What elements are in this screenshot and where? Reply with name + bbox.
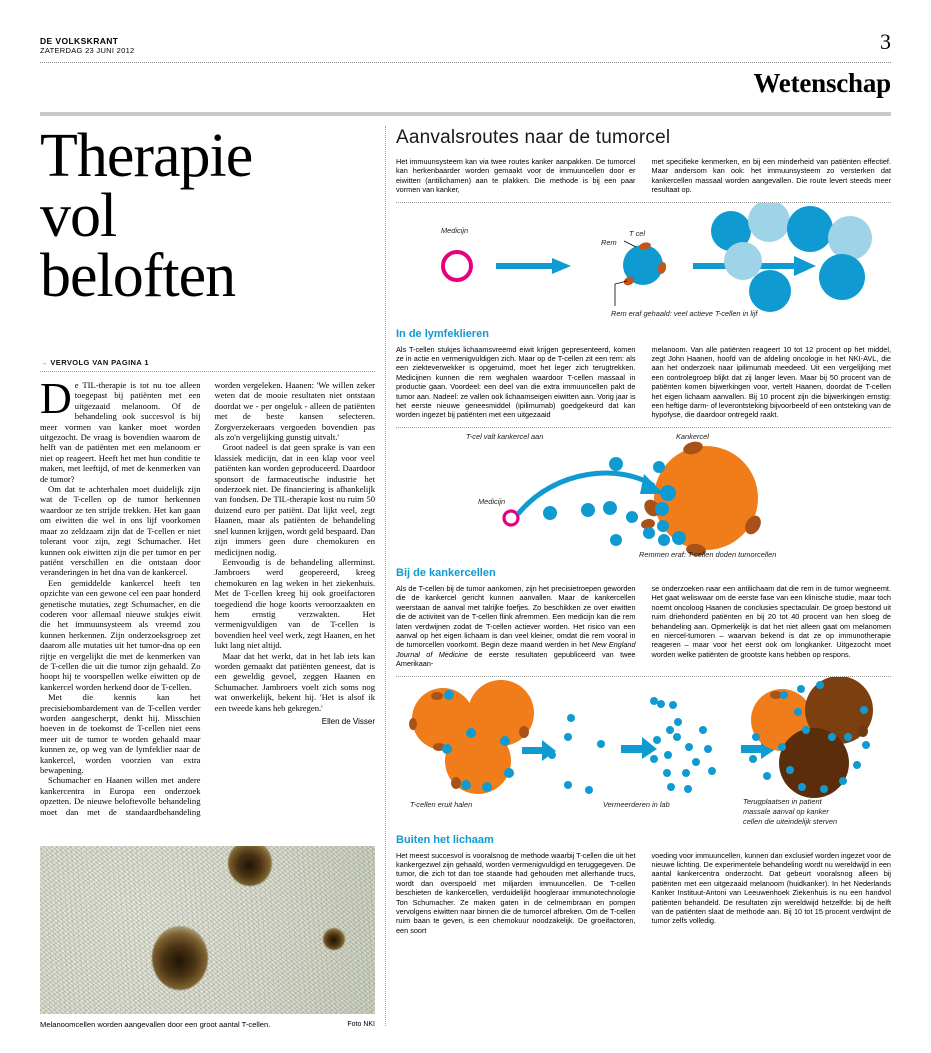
leader-line bbox=[624, 241, 636, 247]
section3-right: voeding voor immuuncellen, kunnen dan exclusief worden ingezet voor de nieuwe lichting. De experimentele behandeling wordt nu wereldwijd in een aantal kankercentra onderzocht. Dat gebeurt vooralsnog alleen bij patiënten met een uitgezaaid melanoom (huidkanker). In het Nederlands Kanker Instituut-Antoni van Leeuwenhoek Ziekenhuis is nu een handvol patiënten behandeld. De resultaten zijn wereldwijd hetzelfde: bij de helft van de patiënten slaat de methode aan. Bij 10 tot 15 procent verdwijnt de tumor zelfs volledig. bbox=[651, 850, 891, 926]
t-cell-dot bbox=[655, 502, 669, 516]
label-step-3-line-2: massale aanval op kanker bbox=[743, 806, 829, 816]
photo-grain-texture bbox=[40, 846, 375, 1014]
infographic bbox=[396, 126, 891, 935]
t-cell-dot bbox=[567, 714, 575, 722]
article-paragraph: Eenvoudig is de behandeling allerminst. Jambroers werd geopereerd, kreeg chemokuren en lag weken in het ziekenhuis. Met de T-cellen kreeg hij ook groeifactoren toegediend die hoge koorts veroorzaakten en hem ernstig verzwakten. Het vermenigvuldigen van de T-cellen is bovendien heel veel werk, zegt Haanen, en het lukt lang niet altijd. bbox=[214, 556, 375, 651]
t-cell-dot bbox=[650, 697, 658, 705]
intro-column-right: met specifieke kenmerken, en bij een minderheid van patiënten effectief. Maar andersom kan ook: het immuunsysteem zo versterken dat kankercellen massaal worden aangevallen. Die route levert steeds meer resultaat op. bbox=[651, 157, 891, 195]
t-cell-dot bbox=[794, 708, 802, 716]
label-kankercel: Kankercel bbox=[676, 431, 709, 441]
t-cell-dot bbox=[673, 733, 681, 741]
publication-date: ZATERDAG 23 JUNI 2012 bbox=[40, 46, 135, 55]
section2-journal-name: New England Journal of Medicine bbox=[396, 640, 636, 659]
t-cell-dot bbox=[664, 751, 672, 759]
page-number: 3 bbox=[880, 29, 891, 54]
t-cell-dot bbox=[597, 740, 605, 748]
t-cell-dot bbox=[504, 768, 514, 778]
t-cell-icon bbox=[748, 203, 790, 242]
masthead bbox=[40, 29, 891, 56]
t-cell-dot bbox=[839, 777, 847, 785]
receptor-icon bbox=[431, 692, 443, 700]
masthead-rule bbox=[40, 62, 891, 63]
arrow-right-icon bbox=[621, 737, 657, 759]
label-step-2: Vermeerderen in lab bbox=[603, 799, 670, 809]
cell-cluster bbox=[152, 926, 208, 990]
t-cell-dot bbox=[466, 728, 476, 738]
t-cell-dot bbox=[548, 751, 556, 759]
article-paragraph: Groot nadeel is dat geen sprake is van een klassiek medicijn, dat in een klap voor veel patiënten kan worden geproduceerd. Daardoor sponsort de farmaceutische industrie het onderzoek niet. De financiering is afhankelijk van fondsen. De TIL-therapie kost nu ruim 50 duizend euro per patiënt. Dat lijkt veel, zegt Haanen, maar als patiënten de behandeling snel kunnen krijgen, wordt geld bespaard. Dan zijn immers geen dure chemokuren en medicijnen nodig. bbox=[214, 442, 375, 557]
t-cell-dot bbox=[500, 736, 510, 746]
article-paragraph: Een gemiddelde kankercel heeft ten opzichte van een gewone cel een paar honderd genetische mutaties, zegt Schumacher, en die coderen voor allemaal nieuwe stukjes eiwit die het immuunsysteem als vreemd zou kunnen herkennen. Zijn onderzoeksgroep zet daarom alle mutaties uit het tumor-dna op een rijtje en vergelijkt die met de kenmerken van de T-cellen die uit die tumor zijn gehaald. Zo hoopt hij te voorspellen welke eiwitten op de kankercel worden herkend door de T-cellen. bbox=[40, 577, 201, 692]
t-cell-dot bbox=[564, 781, 572, 789]
jump-line bbox=[40, 358, 375, 367]
t-cell-dot bbox=[704, 745, 712, 753]
t-cell-dot bbox=[585, 786, 593, 794]
t-cell-dot bbox=[581, 503, 595, 517]
t-cell-dot bbox=[626, 511, 638, 523]
t-cell-dot bbox=[442, 744, 452, 754]
t-cell-dot bbox=[798, 783, 806, 791]
label-rem: Rem bbox=[601, 237, 617, 247]
figure-2-svg bbox=[396, 428, 891, 560]
headline-line-1: Therapie bbox=[40, 122, 253, 190]
section3-left: Het meest succesvol is vooralsnog de methode waarbij T-cellen die uit het kankergezwel zijn gehaald, worden vermenigvuldigd en teruggegeven. De tumor, die zich tot dan toe staande had gehouden met allerhande trucs, wordt dan overspoeld met miljarden immuuncellen. De T-cellen beschieten de kankercellen, verduidelijkt hoogleraar immunotechnologie Ton Schumacher. Ze maken gaten in de celmembraan en pompen vervolgens eiwitten naar binnen die de tumorcel afbreken. Om de T-cellen ruim baan te geven, is een chemokuur noodzakelijk. De groeifactoren, een soort bbox=[396, 850, 636, 935]
t-cell-dot bbox=[862, 741, 870, 749]
t-cell-dot bbox=[603, 501, 617, 515]
receptor-icon bbox=[451, 777, 461, 789]
article-paragraph: Schumacher en Haanen willen met andere kankercentra in Europa een onderzoek opzetten. De nieuwe beloftevolle behandeling moet dan met de standaardbehandeling worden vergeleken. Haanen: 'We willen zeker weten dat de mooie resultaten niet ontstaan doordat we - per ongeluk - alleen de patiënten met de beste kansen selecteren. Zorgverzekeraars vergoeden bovendien pas als zo'n vergelijking gunstig uitvalt.' bbox=[40, 380, 375, 817]
t-cell-icon bbox=[828, 216, 872, 260]
section2-left bbox=[396, 584, 636, 669]
label-medicijn: Medicijn bbox=[441, 225, 469, 235]
photo-caption bbox=[40, 1020, 375, 1030]
article-paragraph: De TIL-therapie is tot nu toe alleen toegepast bij patiënten met een uitgezaaid melanoom. Of de behandeling ook succesvol is bij meer vormen van kanker moet worden uitgezocht. De vraag is bovendien waarom de helft van de patiënten met een melanoom er niet op reageert. Heeft het met hun conditie te maken, met leeftijd, of met de kenmerken van de tumor? bbox=[40, 374, 201, 484]
article-paragraph: Om dat te achterhalen moet duidelijk zijn wat de T-cellen op de tumor herkennen waardoor ze ten strijde trekken. Het kan gaan om eiwitten die wel in ons lijf voorkomen maar zo zeldzaam zijn dat de T-cellen er niet tolerant voor zijn, zegt Schumacher. Het kunnen ook eiwitten zijn die per tumor en per patiënt verschillen en die ontstaan door veranderingen in het dna van de kankercel. bbox=[40, 484, 201, 578]
t-cell-dot bbox=[543, 506, 557, 520]
article-body bbox=[40, 374, 375, 820]
section2-right: se onderzoeken naar een antilichaam dat die rem in de tumor wegneemt. Het gaat weliswaar om de eerste fase van een klinische studie, maar toch noemt oncoloog Haanen de conclusies spectaculair. De groep bestond uit ruim driehonderd patiënten en bij 20 tot 40 procent van hen sloeg de behandeling aan. Opmerkelijk is dat het niet alleen gaat om melanomen en niercel-tumoren – waarvan bekend is dat ze op immunotherapie reageren – maar voor het eerst ook om longkanker. Uitgezocht moet worden welke patiënten de grootste kans hebben op respons. bbox=[651, 583, 891, 659]
t-cell-dot bbox=[763, 772, 771, 780]
t-cell-dot bbox=[666, 726, 674, 734]
page-title bbox=[40, 122, 375, 310]
t-cell-dot bbox=[860, 706, 868, 714]
article-paragraph: Met die kennis kan het precisiebombardement van de T-cellen verder worden aangescherpt, denkt hij. Misschien hoeven in de toekomst de T-cellen niet eens meer uit de tumor te worden gehaald maar kunnen ze, op weg van de lymfeklier naar de kankercel, worden voorzien van extra bewapening. bbox=[40, 692, 201, 776]
t-cell-dot bbox=[674, 718, 682, 726]
figure-1-svg bbox=[396, 203, 891, 321]
figure-outside-body bbox=[396, 677, 891, 827]
t-cell-dot bbox=[699, 726, 707, 734]
t-cell-dot bbox=[816, 681, 824, 689]
t-cell-dot bbox=[482, 782, 492, 792]
t-cell-dot bbox=[685, 743, 693, 751]
t-cell-dot bbox=[610, 534, 622, 546]
t-cell-dot bbox=[663, 769, 671, 777]
t-cell-dot bbox=[657, 700, 665, 708]
figure-3-svg bbox=[396, 677, 891, 827]
t-cell-dot bbox=[643, 527, 655, 539]
section-title: Wetenschap bbox=[753, 68, 891, 98]
section-body-cancer bbox=[396, 584, 891, 669]
paper-name: DE VOLKSKRANT bbox=[40, 36, 119, 46]
label-medicijn: Medicijn bbox=[478, 496, 506, 506]
figure-cancer-cells bbox=[396, 428, 891, 560]
t-cell-dot bbox=[444, 690, 454, 700]
label-step-3-line-1: Terugplaatsen in patient bbox=[743, 796, 822, 806]
t-cell-dot bbox=[682, 769, 690, 777]
figure-lymph-nodes bbox=[396, 203, 891, 321]
jump-label: VERVOLG VAN PAGINA 1 bbox=[50, 358, 149, 367]
label-fig1-caption: Rem eraf gehaald: veel actieve T-cellen in lijf bbox=[611, 308, 758, 318]
label-step-3-line-3: cellen die uiteindelijk sterven bbox=[743, 816, 838, 826]
t-cell-dot bbox=[786, 766, 794, 774]
t-cell-dot bbox=[658, 534, 670, 546]
column-divider bbox=[385, 126, 386, 1026]
t-cell-dot bbox=[853, 761, 861, 769]
label-step-1: T-cellen eruit halen bbox=[410, 799, 473, 809]
t-cell-dot bbox=[657, 520, 669, 532]
headline-line-3: beloften bbox=[40, 242, 236, 310]
t-cell-dot bbox=[844, 733, 852, 741]
t-cell-dot bbox=[820, 785, 828, 793]
label-tcel-attacks: T-cel valt kankercel aan bbox=[466, 431, 544, 441]
photo-credit: Foto NKI bbox=[347, 1021, 375, 1028]
jump-rule bbox=[40, 371, 375, 372]
t-cell-dot bbox=[684, 785, 692, 793]
section-rule bbox=[40, 112, 891, 116]
t-cell-dot bbox=[650, 755, 658, 763]
t-cell-dot bbox=[609, 457, 623, 471]
t-cell-dot bbox=[708, 767, 716, 775]
leader-line bbox=[615, 281, 627, 306]
t-cell-dot bbox=[672, 531, 686, 545]
section-heading-lymph: In de lymfeklieren bbox=[396, 327, 489, 340]
t-cell-icon bbox=[724, 242, 762, 280]
t-cell-dot bbox=[692, 758, 700, 766]
article-column bbox=[40, 122, 375, 820]
t-cell-dot bbox=[653, 736, 661, 744]
t-cell-dot bbox=[564, 733, 572, 741]
label-tcel: T cel bbox=[629, 228, 646, 238]
t-cell-dot bbox=[802, 726, 810, 734]
t-cell-dot bbox=[752, 733, 760, 741]
medicine-ring-icon bbox=[443, 252, 471, 280]
arrow-right-icon: → bbox=[40, 358, 48, 367]
receptor-icon bbox=[858, 725, 868, 737]
section-heading-cancer: Bij de kankercellen bbox=[396, 566, 496, 579]
t-cell-icon bbox=[749, 270, 791, 312]
t-cell-dot bbox=[749, 755, 757, 763]
section1-right: melanoom. Van alle patiënten reageert 10 tot 12 procent op het middel, zegt John Haanen, hoofd van de afdeling oncologie in het NKI-AVL, die aan het onderzoek naar ipilimumab meedeed. Uit een vergelijking met een controlegroep blijkt dat zij langer leven. Maar bij 50 procent van de patiënten komen bijwerkingen voor, vertelt Haanen, doordat de T-cellen het eigen lichaam aanvallen. Bij 10 procent zijn die bijwerkingen ernstig: een heftige darm- of leverontsteking bijvoorbeeld of een ontsteking van de hypofyse, die daardoor ontregeld raakt. bbox=[651, 344, 891, 420]
section-body-outside bbox=[396, 851, 891, 936]
t-cell-icon bbox=[819, 254, 865, 300]
t-cell-icon bbox=[787, 206, 833, 252]
photo-caption-text: Melanoomcellen worden aangevallen door een groot aantal T-cellen. bbox=[40, 1020, 271, 1029]
article-paragraph: Maar dat het werkt, dat in het lab iets kan worden gemaakt dat patiënten geneest, dat is een geweldig gevoel, zeggen Haanen en Schumacher. Jambroers voelt zich soms nog wat onwerkelijk, bekent hij. 'Het is alsof ik een tweede kans heb gekregen.' bbox=[214, 650, 375, 713]
byline: Ellen de Visser bbox=[321, 717, 375, 726]
section-heading-outside: Buiten het lichaam bbox=[396, 833, 494, 846]
medicine-ring-icon bbox=[504, 511, 518, 525]
t-cell-dot bbox=[669, 701, 677, 709]
t-cell-dot bbox=[660, 485, 676, 501]
receptor-icon bbox=[519, 726, 529, 738]
headline-line-2: vol bbox=[40, 182, 117, 250]
section1-left: Als T-cellen stukjes lichaamsvreemd eiwit krijgen gepresenteerd, komen ze in actie en vermenigvuldigen zich. Maar op de T-cellen zit een rem: als een ziekteverwekker is opgeruimd, moet het leger zich terugtrekken. Medicijnen kunnen die rem weghalen waardoor T-cellen massaal in productie gaan. Voordeel: een deel van die extra immuuncellen pakt de tumor aan. Nadeel: ze vallen ook lichaamseigen eiwitten aan. Vorig jaar is het eerste nieuwe geneesmiddel (ipilimumab) goedgekeurd dat kan worden ingezet bij patiënten met een uitgezaaid bbox=[396, 344, 636, 420]
melanoma-photo bbox=[40, 846, 375, 1014]
infographic-intro bbox=[396, 157, 891, 195]
cell-cluster bbox=[323, 928, 345, 950]
section2-left-a: Als de T-cellen bij de tumor aankomen, zijn het precisietroepen geworden die de kankercel gericht kunnen aanvallen. Maar de kankercellen weerstaan de aanval met talrijke foefjes. Zo beschikken ze over eiwitten die de activiteit van de T-cellen flink afremmen. Een medicijn kan die rem laten verdwijnen zodat de T-cellen actiever worden. Het risico van een aanval op het eigen lichaam is dan veel kleiner, omdat die rem vooral in de tumorcellen voorkomt. Begin deze maand werden in het bbox=[396, 583, 636, 650]
label-fig2-caption: Remmen eraf: T-cellen doden tumorcellen bbox=[639, 549, 777, 559]
section-body-lymph bbox=[396, 345, 891, 420]
dying-cancer-cell-icon bbox=[779, 728, 849, 798]
t-cell-dot bbox=[828, 733, 836, 741]
t-cell-dot bbox=[667, 783, 675, 791]
t-cell-dot bbox=[653, 461, 665, 473]
t-cell-dot bbox=[797, 685, 805, 693]
t-cell-dot bbox=[778, 743, 786, 751]
section2-left-b: de eerste resultaten gepubliceerd van twee Amerikaan- bbox=[396, 649, 636, 669]
t-cell-dot bbox=[461, 780, 471, 790]
receptor-icon bbox=[409, 718, 417, 730]
infographic-title: Aanvalsroutes naar de tumorcel bbox=[396, 127, 671, 148]
arrow-right-icon bbox=[496, 258, 571, 274]
intro-column-left: Het immuunsysteem kan via twee routes kanker aanpakken. De tumorcel kan herkenbaarder worden gemaakt voor de immuuncellen door er eiwitten (antilichamen) aan te plakken. Die methode is bij een paar vormen van kanker, bbox=[396, 157, 636, 195]
t-cell-dot bbox=[780, 691, 788, 699]
